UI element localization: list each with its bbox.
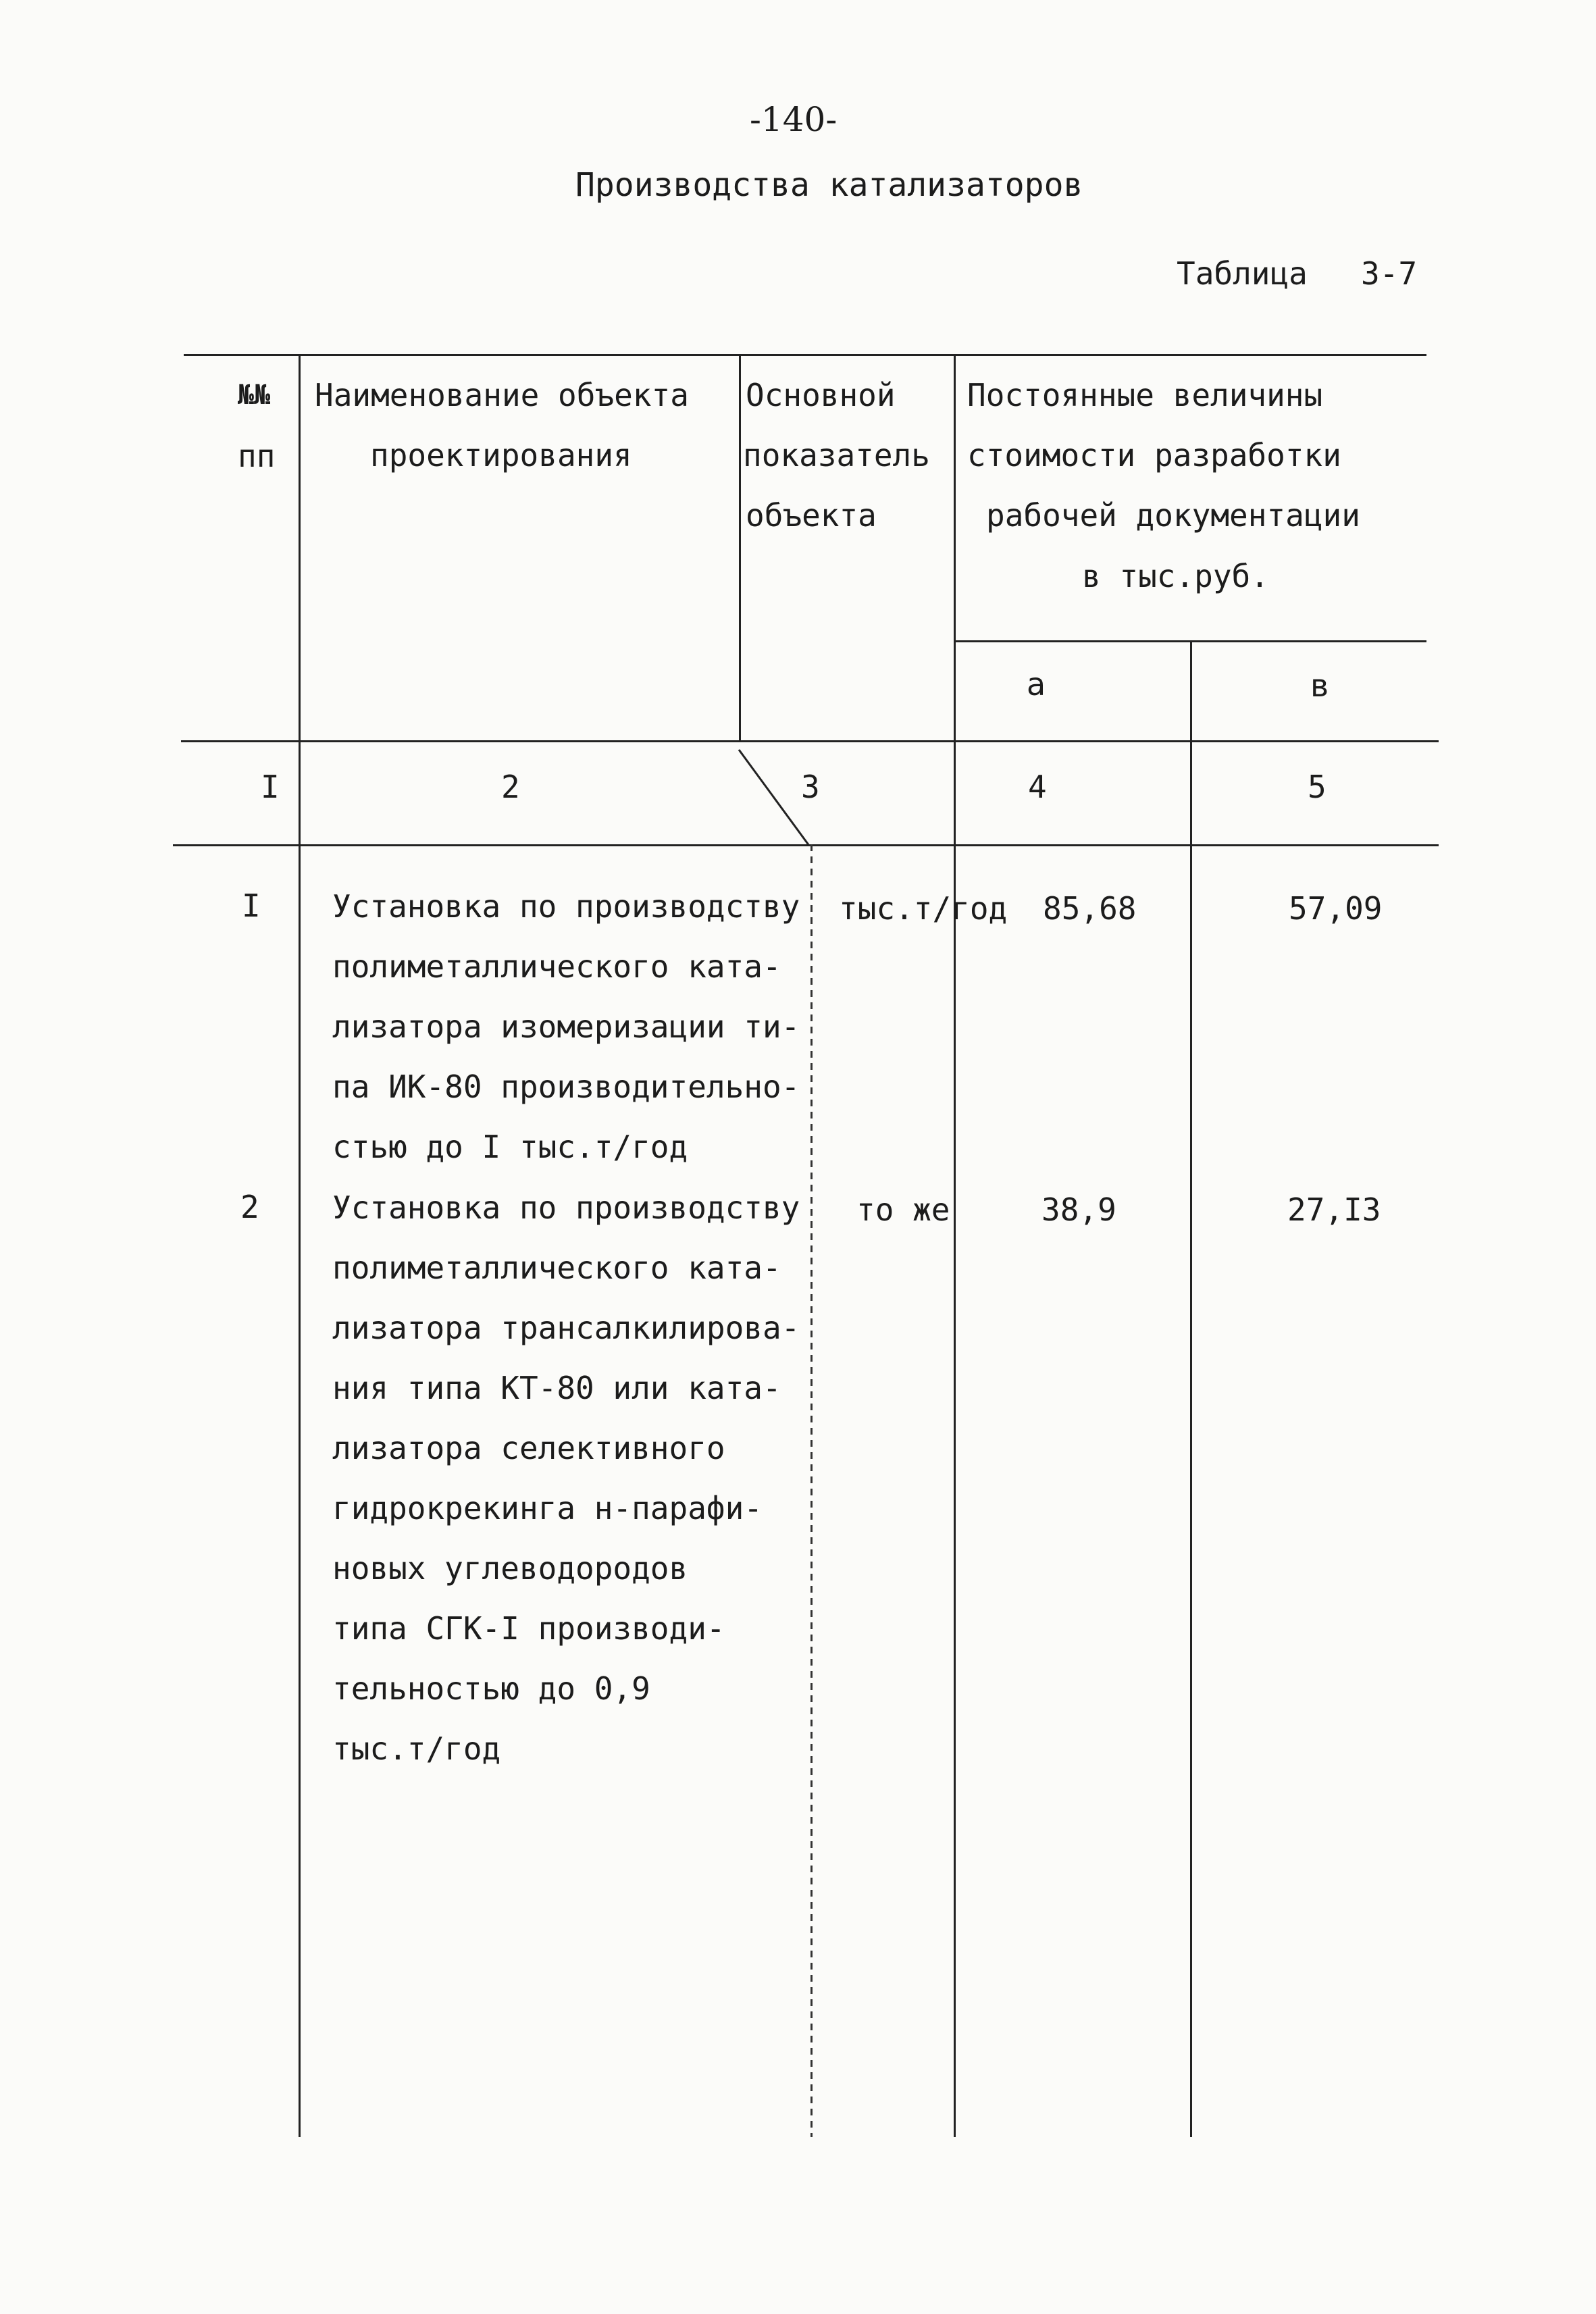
table-label: Таблица <box>1177 255 1308 292</box>
table-number: 3-7 <box>1361 255 1418 292</box>
section-title: Производства катализаторов <box>575 166 1083 204</box>
row-2-name: Установка по производству полиметаллического ката- лизатора трансалкилирова- ния типа КТ-80 или ката- лизатора селективного гидрокрекинга н-парафи- новых углеводородов типа СГК-I производи- тельностью до 0,9 тыс.т/год <box>332 1189 800 1767</box>
header-indicator-line-2: показатель <box>743 437 930 473</box>
row-2-cost-b: 27,I3 <box>1287 1191 1381 1228</box>
row-1-cost-a: 85,68 <box>1043 890 1137 927</box>
header-cost-a: а <box>1027 666 1046 702</box>
header-cost-line-1: Постоянные величины <box>967 377 1323 413</box>
row-1-name: Установка по производству полиметаллического ката- лизатора изомеризации ти- па ИК-80 производительно- стью до I тыс.т/год <box>332 888 800 1165</box>
page-number: -140- <box>750 100 838 139</box>
header-cost-b: в <box>1310 667 1329 704</box>
header-name-line-1: Наименование объекта <box>315 377 689 413</box>
header-indicator-line-1: Основной <box>746 377 896 413</box>
header-name-line-2: проектирования <box>370 437 632 473</box>
header-num-line-1: №№ <box>238 380 271 411</box>
column-number-2: 2 <box>501 769 520 805</box>
header-cost-line-3: рабочей документации <box>986 497 1360 534</box>
row-1-indicator: тыс.т/год <box>839 890 1008 927</box>
row-2-indicator: то же <box>856 1191 950 1228</box>
row-2-num: 2 <box>240 1189 259 1225</box>
row-1-cost-b: 57,09 <box>1289 890 1383 927</box>
row-2-cost-a: 38,9 <box>1041 1191 1116 1228</box>
row-1-num: I <box>242 888 261 924</box>
header-num-line-2: пп <box>238 438 276 474</box>
column-number-1: I <box>261 769 280 805</box>
header-cost-line-4: в тыс.руб. <box>1082 558 1269 594</box>
header-cost-line-2: стоимости разработки <box>967 437 1341 473</box>
column-number-5: 5 <box>1308 769 1327 805</box>
column-number-3: 3 <box>801 769 820 805</box>
header-indicator-line-3: объекта <box>746 497 877 534</box>
column-number-4: 4 <box>1028 769 1047 805</box>
